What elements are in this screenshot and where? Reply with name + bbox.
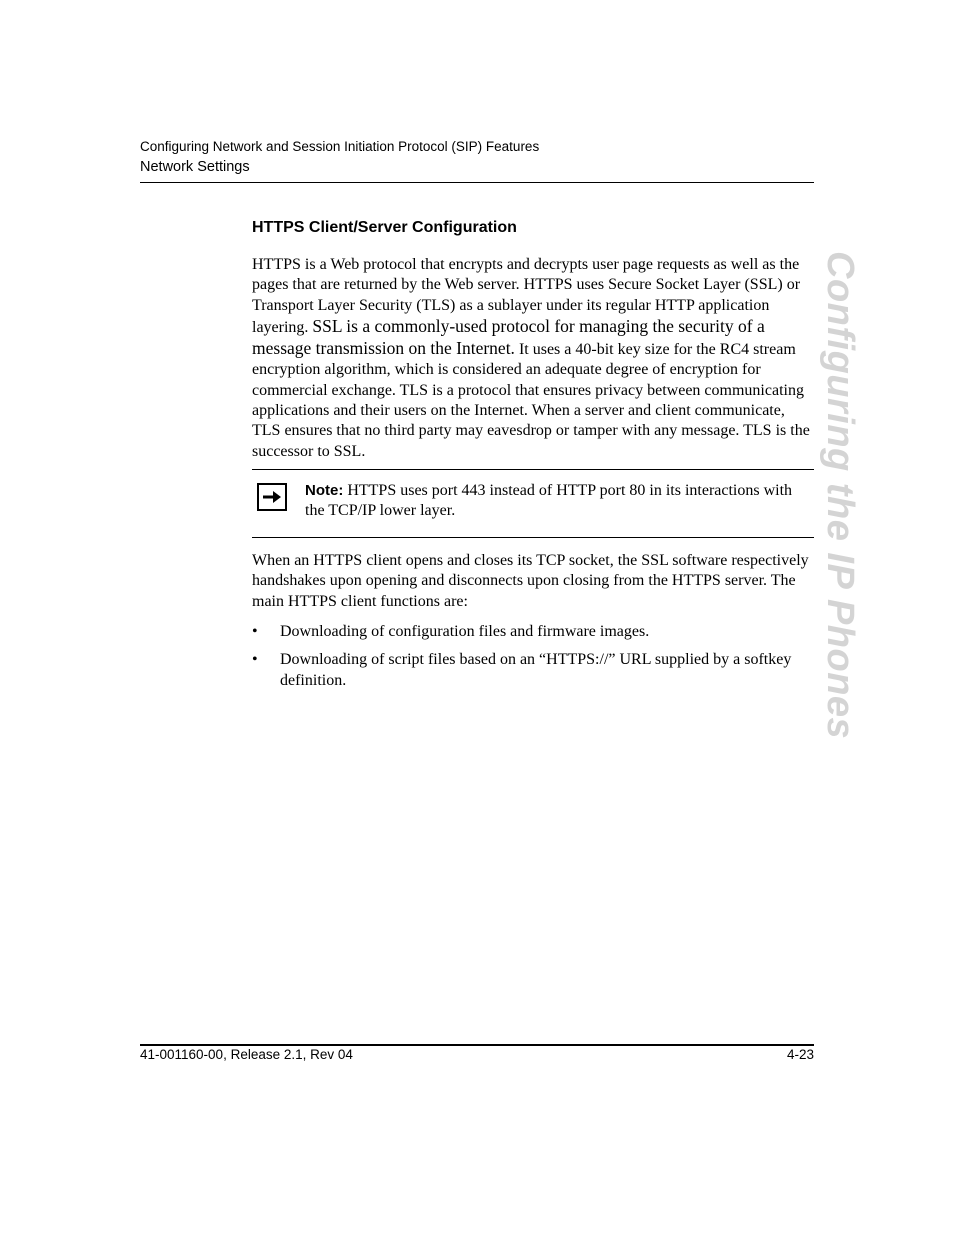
intro-paragraph xyxy=(252,255,814,462)
list-item-text: Downloading of script files based on an “HTTPS://” URL supplied by a softkey definition. xyxy=(280,651,792,689)
intro-part-2: SSL is a commonly-used protocol for managing the security of a message transmission on the Internet. xyxy=(252,315,765,359)
bullet-mark: • xyxy=(252,651,258,669)
note-body: HTTPS uses port 443 instead of HTTP port 80 in its interactions with the TCP/IP lower layer. xyxy=(305,482,793,520)
intro-part-1: HTTPS is a Web protocol that encrypts and decrypts user page requests as well as the pages that are returned by the Web server. HTTPS uses Secure Socket Layer (SSL) or Transport Layer Security (TLS) as a sublayer under its regular HTTP application layering. xyxy=(252,256,801,336)
client-paragraph: When an HTTPS client opens and closes its TCP socket, the SSL software respectively handshakes upon opening and disconnects upon closing from the HTTPS server. The main HTTPS client functions are: xyxy=(252,552,809,610)
header-section: Network Settings xyxy=(140,159,250,175)
header-rule xyxy=(140,182,814,183)
section-title: HTTPS Client/Server Configuration xyxy=(252,219,517,236)
header-chapter: Configuring Network and Session Initiation Protocol (SIP) Features xyxy=(140,139,540,154)
note-text xyxy=(305,481,814,522)
side-tab-label: Configuring the IP Phones xyxy=(819,251,861,740)
running-header xyxy=(140,137,814,177)
bullet-list xyxy=(252,622,814,699)
arrow-right-icon xyxy=(257,483,287,511)
list-item-text: Downloading of configuration files and firmware images. xyxy=(280,623,650,640)
footer-doc-id: 41-001160-00, Release 2.1, Rev 04 xyxy=(140,1047,353,1062)
list-item xyxy=(252,650,814,691)
note-top-rule xyxy=(252,469,814,470)
footer-rule xyxy=(140,1044,814,1046)
note-bottom-rule xyxy=(252,537,814,538)
footer-page-number: 4-23 xyxy=(786,1047,814,1062)
intro-part-3: It uses a 40-bit key size for the RC4 stream encryption algorithm, which is considered an adequate degree of encryption for commercial exchange. TLS is a protocol that ensures privacy between communicating applications and their users on the Internet. When a server and client communicate, TLS ensures that no third party may eavesdrop or tamper with any message. TLS is the successor to SSL. xyxy=(252,341,810,460)
list-item xyxy=(252,622,814,642)
note-label: Note: xyxy=(305,482,344,499)
bullet-mark: • xyxy=(252,623,258,640)
side-chapter-tab xyxy=(819,251,861,740)
